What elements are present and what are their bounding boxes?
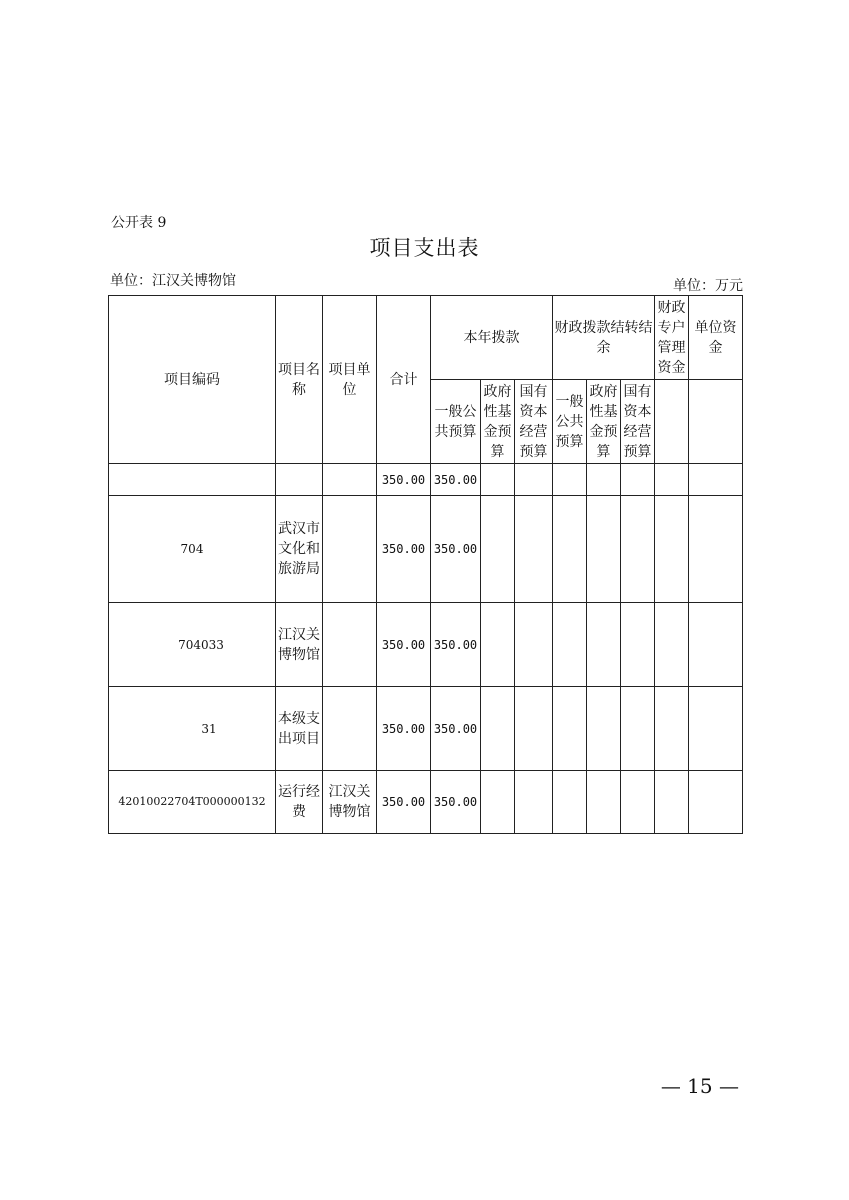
empty-cell <box>553 771 587 834</box>
empty-cell <box>553 603 587 687</box>
empty-cell <box>689 464 743 496</box>
row-total: 350.00 <box>377 496 431 603</box>
empty-cell <box>481 687 515 771</box>
empty-cell <box>655 496 689 603</box>
header-cy-gov-fund: 政府性基金预算 <box>481 380 515 464</box>
empty-cell <box>515 603 553 687</box>
empty-cell <box>655 603 689 687</box>
empty-cell <box>515 687 553 771</box>
empty-cell <box>587 496 621 603</box>
header-cy-general: 一般公共预算 <box>431 380 481 464</box>
empty-cell <box>621 464 655 496</box>
empty-cell <box>655 771 689 834</box>
empty-cell <box>515 464 553 496</box>
empty-cell <box>587 603 621 687</box>
row-total: 350.00 <box>377 464 431 496</box>
header-name: 项目名称 <box>276 296 323 464</box>
row-code: 42010022704T000000132 <box>109 771 276 834</box>
empty-cell <box>481 496 515 603</box>
empty-cell <box>621 603 655 687</box>
header-special-account: 财政专户管理资金 <box>655 296 689 380</box>
row-name: 江汉关博物馆 <box>276 603 323 687</box>
row-total: 350.00 <box>377 687 431 771</box>
header-unit: 项目单位 <box>323 296 377 464</box>
row-code: 704033 <box>109 603 276 687</box>
row-code: 704 <box>109 496 276 603</box>
row-unit <box>323 464 377 496</box>
document-title: 项目支出表 <box>369 236 480 260</box>
empty-cell <box>553 496 587 603</box>
row-total: 350.00 <box>377 771 431 834</box>
header-row-top <box>109 296 743 380</box>
header-unit-funds: 单位资金 <box>689 296 743 380</box>
row-general: 350.00 <box>431 771 481 834</box>
empty-cell <box>689 496 743 603</box>
row-general: 350.00 <box>431 464 481 496</box>
empty-cell <box>587 687 621 771</box>
header-co-gov-fund: 政府性基金预算 <box>587 380 621 464</box>
row-general: 350.00 <box>431 603 481 687</box>
unit-currency: 单位：万元 <box>673 278 743 294</box>
row-name: 本级支出项目 <box>276 687 323 771</box>
header-current-year: 本年拨款 <box>431 296 553 380</box>
row-total: 350.00 <box>377 603 431 687</box>
empty-cell <box>481 771 515 834</box>
row-unit <box>323 603 377 687</box>
header-co-general: 一般公共预算 <box>553 380 587 464</box>
project-expenditure-table <box>108 295 743 834</box>
empty-cell <box>621 771 655 834</box>
row-unit <box>323 687 377 771</box>
header-cy-state-capital: 国有资本经营预算 <box>515 380 553 464</box>
empty-cell <box>689 687 743 771</box>
empty-cell <box>515 496 553 603</box>
header-co-state-capital: 国有资本经营预算 <box>621 380 655 464</box>
header-carryover: 财政拨款结转结余 <box>553 296 655 380</box>
empty-cell <box>481 464 515 496</box>
table-number-label: 公开表 9 <box>111 215 167 231</box>
row-code <box>109 464 276 496</box>
empty-cell <box>481 603 515 687</box>
empty-cell <box>621 496 655 603</box>
empty-cell <box>587 464 621 496</box>
row-unit: 江汉关博物馆 <box>323 771 377 834</box>
empty-cell <box>689 771 743 834</box>
header-code: 项目编码 <box>109 296 276 464</box>
empty-cell <box>515 771 553 834</box>
row-unit <box>323 496 377 603</box>
empty-cell <box>655 687 689 771</box>
empty-cell <box>689 380 743 464</box>
row-name: 武汉市文化和旅游局 <box>276 496 323 603</box>
row-name <box>276 464 323 496</box>
empty-cell <box>553 464 587 496</box>
table-row <box>109 603 743 687</box>
unit-organization: 单位：江汉关博物馆 <box>110 273 236 289</box>
row-name: 运行经费 <box>276 771 323 834</box>
row-code: 31 <box>109 687 276 771</box>
header-total: 合计 <box>377 296 431 464</box>
row-general: 350.00 <box>431 687 481 771</box>
empty-cell <box>689 603 743 687</box>
table-row <box>109 771 743 834</box>
empty-cell <box>655 464 689 496</box>
table-row <box>109 496 743 603</box>
table-row <box>109 687 743 771</box>
empty-cell <box>621 687 655 771</box>
row-general: 350.00 <box>431 496 481 603</box>
table-row <box>109 464 743 496</box>
empty-cell <box>587 771 621 834</box>
empty-cell <box>655 380 689 464</box>
page-number: — 15 — <box>660 1074 739 1098</box>
empty-cell <box>553 687 587 771</box>
